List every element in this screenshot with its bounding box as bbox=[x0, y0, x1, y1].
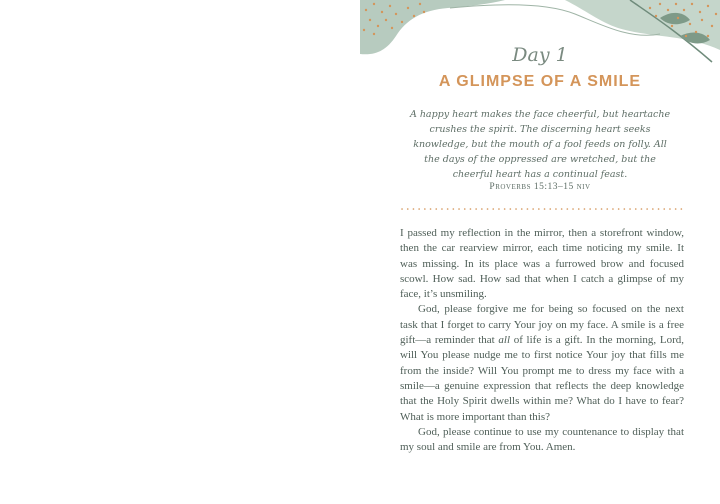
devotional-body bbox=[400, 226, 684, 455]
body-paragraph bbox=[400, 302, 684, 424]
text-run: of life is a gift. In the morning, Lord, will You please nudge me to first notice Your joy that fills me from the inside? Will You prompt me to dress my face with a smile—a genuine expression that reflects the deep knowledge that the Holy Spirit dwells within me? What do I have to fear? What is more important than this? bbox=[400, 334, 684, 423]
body-paragraph: God, please continue to use my countenance to display that my soul and smile are from You. Amen. bbox=[400, 425, 684, 454]
emphasis-text: all bbox=[498, 334, 511, 347]
body-paragraph: I passed my reflection in the mirror, then a storefront window, then the car rearview mirror, each time noticing my smile. It was missing. In its place was a furrowed brow and focused scowl. How sad. How sad that when I catch a glimpse of my face, it’s unsmiling. bbox=[400, 227, 684, 301]
text-run: God, please forgive me for being so focused on the next task that I forget to carry Your joy on my face. A smile is a free gift—a reminder that bbox=[400, 303, 684, 347]
scripture-verse: A happy heart makes the face cheerful, but heartache crushes the spirit. The discerning heart seeks knowledge, but the mouth of a fool feeds on folly. All the days of the oppressed are wretched, but the cheerful heart has a continual feast. bbox=[409, 109, 671, 180]
page-title: A GLIMPSE OF A SMILE bbox=[438, 73, 642, 90]
right-page bbox=[360, 0, 720, 504]
day-label: Day 1 bbox=[512, 44, 568, 66]
dotted-divider bbox=[400, 207, 684, 211]
scripture-reference: Proverbs 15:13–15 niv bbox=[489, 182, 591, 192]
